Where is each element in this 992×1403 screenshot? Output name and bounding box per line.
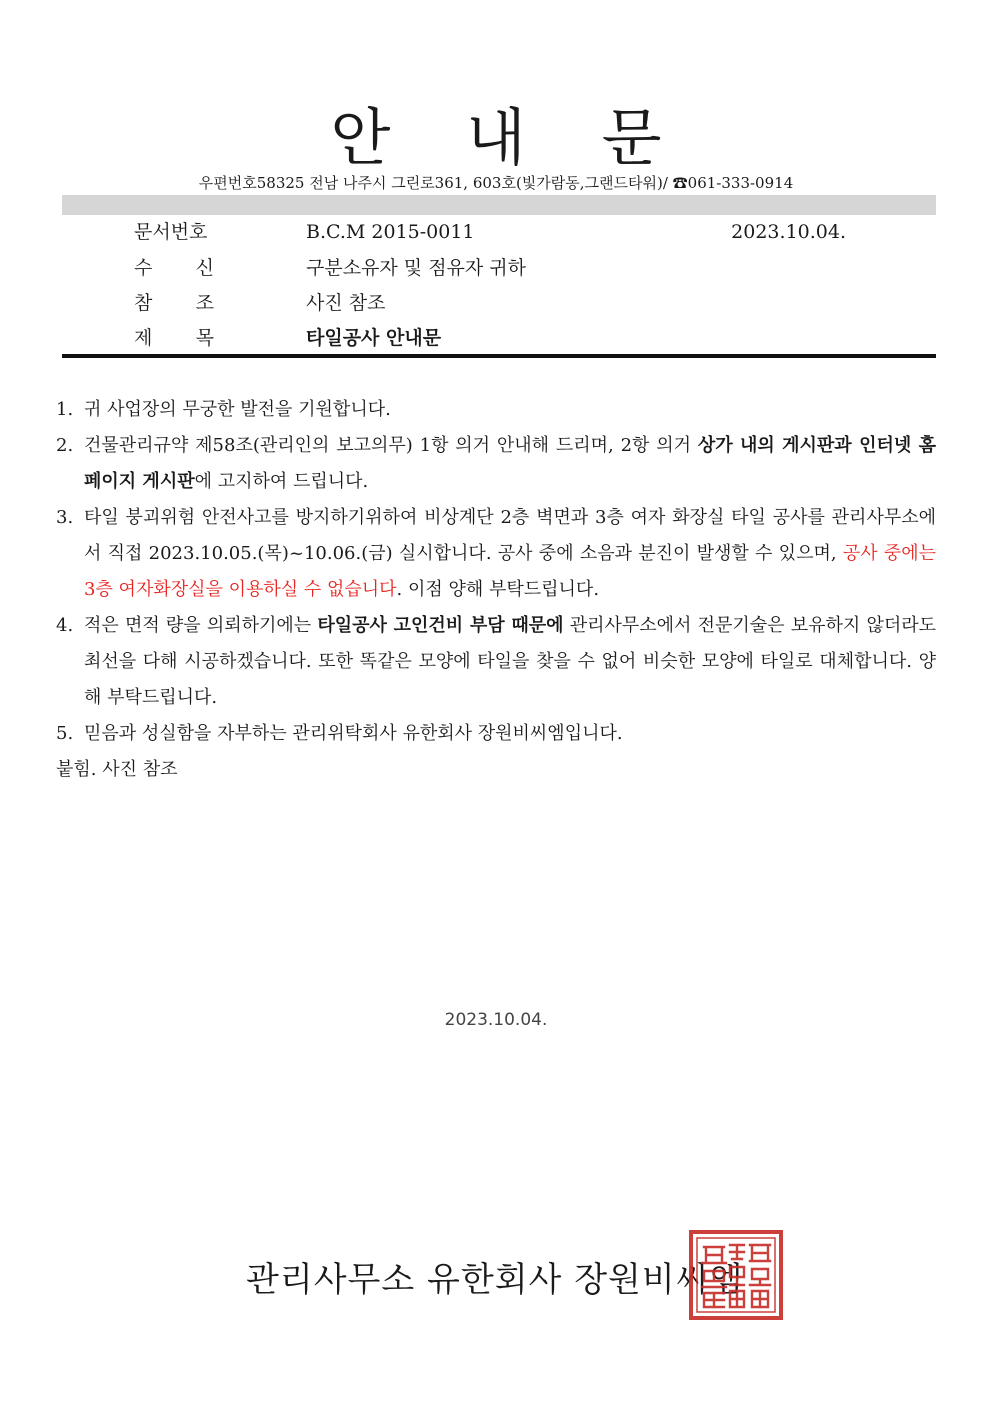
- item-number: 5.: [56, 723, 74, 744]
- item-text-segment: . 이점 양해 부탁드립니다.: [396, 579, 600, 600]
- subject-label-char: 제: [134, 327, 153, 349]
- issuer-signature: 관리사무소 유한회사 장원비씨엠: [246, 1260, 744, 1300]
- notice-item: [56, 716, 936, 752]
- item-text-segment: 건물관리규약 제58조(관리인의 보고의무) 1항 의거 안내해 드리며, 2항 의거: [84, 435, 698, 456]
- company-seal-stamp: [688, 1229, 784, 1321]
- subject-label-char: 목: [195, 327, 214, 349]
- item-number: 1.: [56, 399, 74, 420]
- meta-row-subject: [62, 321, 936, 355]
- item-text-segment: 에 고지하여 드립니다.: [194, 471, 369, 492]
- item-text: 믿음과 성실함을 자부하는 관리위탁회사 유한회사 장원비씨엠입니다.: [84, 723, 623, 744]
- recipient-value: 구분소유자 및 점유자 귀하: [306, 257, 527, 279]
- item-text: [84, 500, 936, 608]
- sender-address: 우편번호58325 전남 나주시 그린로361, 603호(빛가람동,그랜드타워)/ ☎061-333-0914: [198, 174, 794, 192]
- subject-label: [134, 321, 214, 355]
- reference-value: 사진 참조: [306, 292, 386, 314]
- item-text: [84, 428, 936, 500]
- attachment-note: 붙힘. 사진 참조: [56, 759, 178, 780]
- item-text-bold: 상가 내의 게시판과 인터넷 홈페이지 게시판: [84, 435, 936, 492]
- doc-number-value: B.C.M 2015-0011: [306, 221, 475, 243]
- item-text: 귀 사업장의 무궁한 발전을 기원합니다.: [84, 399, 391, 420]
- item-number: 4.: [56, 615, 74, 636]
- item-text-segment: 적은 면적 량을 의뢰하기에는: [84, 615, 318, 636]
- item-text: [84, 608, 936, 716]
- item-text-bold: 타일공사 고인건비 부담 때문에: [317, 615, 564, 636]
- header-divider-band: [62, 195, 936, 215]
- page-title: 안 내 문: [330, 101, 690, 174]
- notice-item: [56, 428, 936, 500]
- reference-label-char: 조: [195, 292, 214, 314]
- item-text-warning: 공사 중에는 3층 여자화장실을 이용하실 수 없습니다: [84, 543, 936, 600]
- meta-row-recipient: [62, 251, 936, 285]
- recipient-label-char: 수: [134, 257, 153, 279]
- item-text-segment: 관리사무소에서 전문기술은 보유하지 않더라도 최선을 다해 시공하겠습니다. 또한 똑같은 모양에 타일을 찾을 수 없어 비슷한 모양에 타일로 대체합니다. 양해 부탁드립니다.: [84, 615, 936, 708]
- doc-number-label: 문서번호: [134, 221, 208, 243]
- reference-label-char: 참: [134, 292, 153, 314]
- recipient-label-char: 신: [195, 257, 214, 279]
- meta-row-doc-number: [62, 215, 936, 249]
- item-number: 2.: [56, 435, 74, 456]
- notice-body: [56, 392, 936, 788]
- footer-date: 2023.10.04.: [444, 1010, 548, 1030]
- item-number: 3.: [56, 507, 74, 528]
- meta-row-reference: [62, 286, 936, 320]
- notice-item: [56, 392, 936, 428]
- item-text-segment: 타일 붕괴위험 안전사고를 방지하기위하여 비상계단 2층 벽면과 3층 여자 화장실 타일 공사를 관리사무소에서 직접 2023.10.05.(목)~10.06.(금) 실시합니다. 공사 중에 소음과 분진이 발생할 수 있으며,: [84, 507, 936, 564]
- recipient-label: [134, 251, 214, 285]
- meta-bottom-rule: [62, 354, 936, 358]
- notice-item: [56, 500, 936, 608]
- notice-item: [56, 608, 936, 716]
- doc-date: 2023.10.04.: [731, 221, 846, 243]
- reference-label: [134, 286, 214, 320]
- subject-value: 타일공사 안내문: [306, 327, 442, 349]
